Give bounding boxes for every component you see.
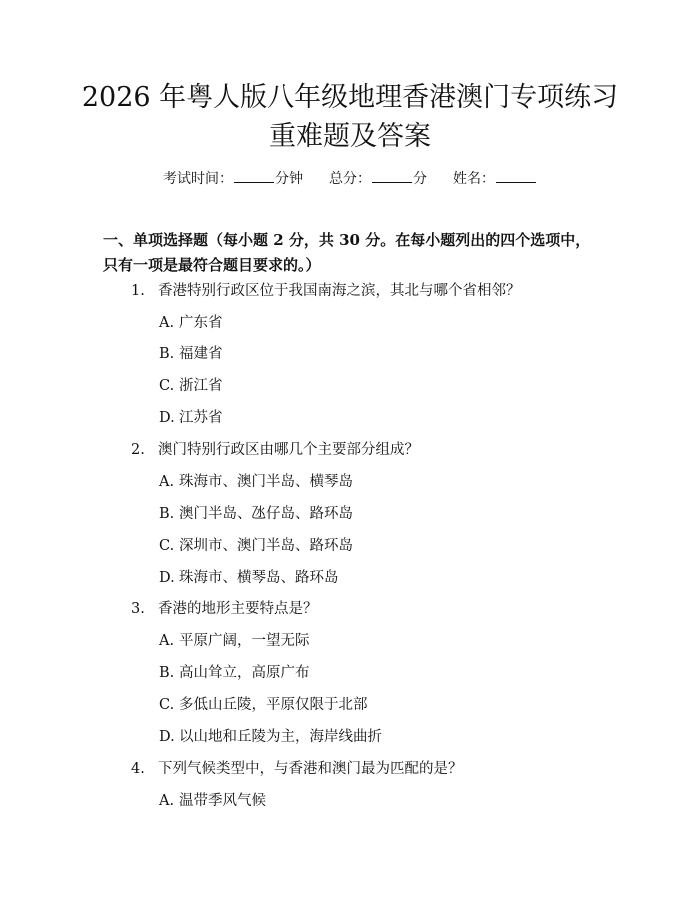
option-text: 浙江省 — [179, 378, 223, 394]
option-letter: D. — [159, 729, 175, 745]
option-2b — [159, 504, 353, 524]
question-2 — [131, 440, 419, 460]
option-text: 珠海市、横琴岛、路环岛 — [179, 570, 339, 586]
option-4a — [159, 791, 266, 811]
time-blank — [234, 168, 274, 183]
option-letter: A. — [159, 474, 175, 490]
option-2d — [159, 568, 339, 588]
option-1b — [159, 344, 223, 364]
option-letter: A. — [159, 315, 175, 331]
option-letter: A. — [159, 633, 175, 649]
option-3a — [159, 631, 310, 651]
option-letter: B. — [159, 665, 175, 681]
option-1d — [159, 408, 223, 428]
option-2c — [159, 536, 353, 556]
option-text: 深圳市、澳门半岛、路环岛 — [179, 538, 353, 554]
option-text: 福建省 — [179, 346, 223, 362]
option-2a — [159, 472, 353, 492]
option-3c — [159, 695, 368, 715]
option-text: 平原广阔，一望无际 — [179, 633, 310, 649]
option-letter: D. — [159, 570, 175, 586]
section-heading: 一、单项选择题（每小题 2 分，共 30 分。在每小题列出的四个选项中，只有一项是最符合题目要求的。） — [103, 231, 591, 274]
question-1 — [131, 281, 521, 301]
question-text: 香港特别行政区位于我国南海之滨，其北与哪个省相邻？ — [158, 283, 521, 299]
option-text: 温带季风气候 — [179, 793, 266, 809]
question-number: 1. — [131, 283, 145, 299]
question-number: 4. — [131, 761, 145, 777]
question-text: 澳门特别行政区由哪几个主要部分组成？ — [158, 442, 419, 458]
option-1a — [159, 313, 223, 333]
question-4 — [131, 759, 463, 779]
option-letter: A. — [159, 793, 175, 809]
question-text: 下列气候类型中，与香港和澳门最为匹配的是？ — [158, 761, 463, 777]
option-letter: C. — [159, 378, 175, 394]
question-number: 3. — [131, 601, 145, 617]
exam-meta-line — [0, 168, 700, 189]
option-letter: C. — [159, 697, 175, 713]
option-letter: B. — [159, 346, 175, 362]
option-3b — [159, 663, 310, 683]
option-text: 多低山丘陵，平原仅限于北部 — [179, 697, 368, 713]
document-title-line2: 重难题及答案 — [269, 121, 431, 152]
score-unit: 分 — [413, 171, 427, 187]
option-text: 珠海市、澳门半岛、横琴岛 — [179, 474, 353, 490]
option-letter: B. — [159, 506, 175, 522]
score-blank — [372, 168, 412, 183]
score-label: 总分： — [329, 171, 371, 187]
option-text: 江苏省 — [179, 410, 223, 426]
option-text: 广东省 — [179, 315, 223, 331]
time-label: 考试时间： — [163, 171, 233, 187]
question-3 — [131, 599, 318, 619]
document-title-line1: 2026 年粤人版八年级地理香港澳门专项练习 — [81, 82, 619, 113]
name-blank — [496, 168, 536, 183]
option-text: 澳门半岛、氹仔岛、路环岛 — [179, 506, 353, 522]
time-unit: 分钟 — [275, 171, 303, 187]
option-text: 高山耸立，高原广布 — [179, 665, 310, 681]
option-letter: C. — [159, 538, 175, 554]
option-3d — [159, 727, 382, 747]
option-letter: D. — [159, 410, 175, 426]
option-text: 以山地和丘陵为主，海岸线曲折 — [179, 729, 382, 745]
name-label: 姓名： — [453, 171, 495, 187]
question-text: 香港的地形主要特点是？ — [158, 601, 318, 617]
question-number: 2. — [131, 442, 145, 458]
option-1c — [159, 376, 223, 396]
